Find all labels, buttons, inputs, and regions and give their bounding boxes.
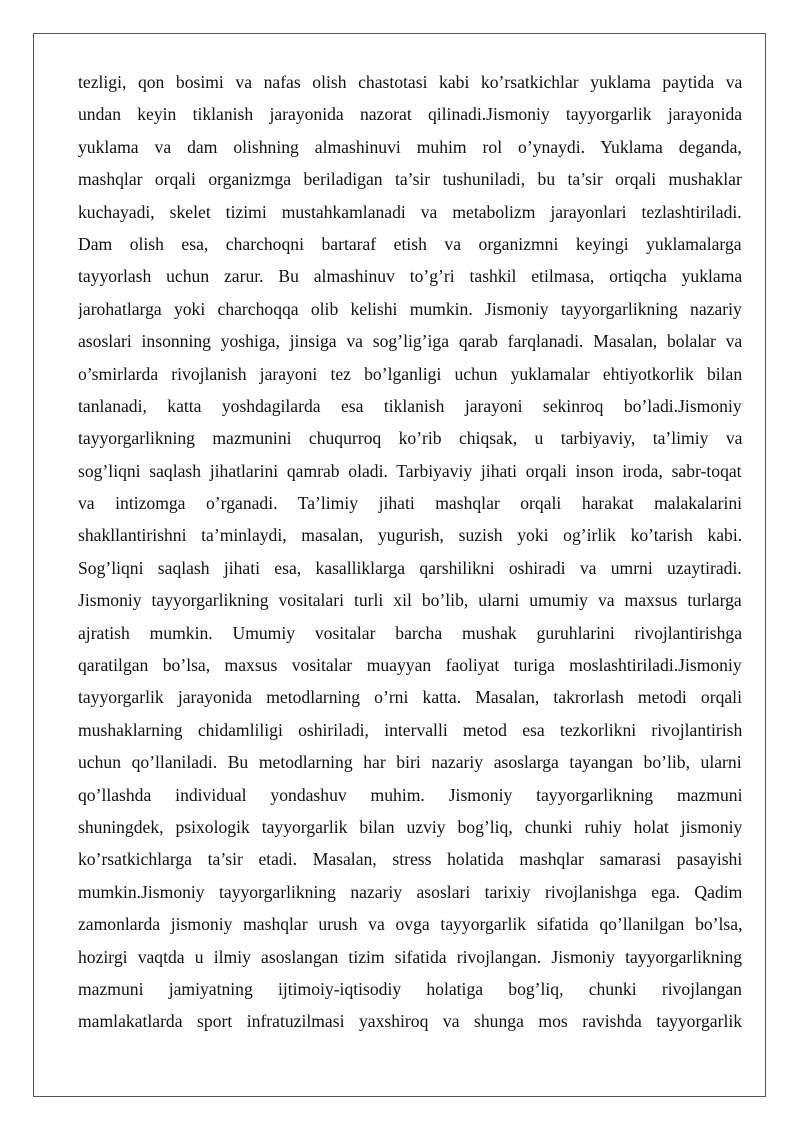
text-line: mazmuni jamiyatning ijtimoiy-iqtisodiy holatiga bog’liq, chunki rivojlangan <box>78 978 742 999</box>
text-line: hozirgi vaqtda u ilmiy asoslangan tizim sifatida rivojlangan. Jismoniy tayyorgarlikning <box>78 946 742 967</box>
text-line: shuningdek, psixologik tayyorgarlik bilan uzviy bog’liq, chunki ruhiy holat jismoniy <box>78 816 742 837</box>
text-line: ko’rsatkichlarga ta’sir etadi. Masalan, stress holatida mashqlar samarasi pasayishi <box>78 849 742 870</box>
text-line: mumkin.Jismoniy tayyorgarlikning nazariy asoslari tarixiy rivojlanishga ega. Qadim <box>78 881 742 902</box>
text-line: Jismoniy tayyorgarlikning vositalari turli xil bo’lib, ularni umumiy va maxsus turlarga <box>78 590 742 611</box>
text-line: mashqlar orqali organizmga beriladigan ta’sir tushuniladi, bu ta’sir orqali mushaklar <box>78 169 742 190</box>
text-line: mushaklarning chidamliligi oshiriladi, intervalli metod esa tezkorlikni rivojlantirish <box>78 719 742 740</box>
text-line: undan keyin tiklanish jarayonida nazorat qilinadi.Jismoniy tayyorgarlik jarayonida <box>78 104 742 125</box>
text-line: shakllantirishni ta’minlaydi, masalan, yugurish, suzish yoki og’irlik ko’tarish kabi. <box>78 525 742 546</box>
text-line: sog’liqni saqlash jihatlarini qamrab oladi. Tarbiyaviy jihati orqali inson iroda, sabr-toqat <box>78 460 742 481</box>
text-line: tezligi, qon bosimi va nafas olish chastotasi kabi ko’rsatkichlar yuklama paytida va <box>78 72 742 92</box>
text-line: ajratish mumkin. Umumiy vositalar barcha mushak guruhlarini rivojlantirishga <box>78 622 742 643</box>
text-line: Dam olish esa, charchoqni bartaraf etish va organizmni keyingi yuklamalarga <box>78 233 742 254</box>
body-text <box>78 66 742 1038</box>
text-line: kuchayadi, skelet tizimi mustahkamlanadi va metabolizm jarayonlari tezlashtiriladi. <box>78 201 742 222</box>
text-line: tayyorgarlikning mazmunini chuqurroq ko’rib chiqsak, u tarbiyaviy, ta’limiy va <box>78 428 742 449</box>
text-line: tayyorlash uchun zarur. Bu almashinuv to’g’ri tashkil etilmasa, ortiqcha yuklama <box>78 266 742 287</box>
text-line: Sog’liqni saqlash jihati esa, kasalliklarga qarshilikni oshiradi va umrni uzaytiradi. <box>78 557 742 578</box>
text-line: asoslari insonning yoshiga, jinsiga va sog’lig’iga qarab farqlanadi. Masalan, bolalar va <box>78 331 742 352</box>
text-line: va intizomga o’rganadi. Ta’limiy jihati mashqlar orqali harakat malakalarini <box>78 493 742 514</box>
text-line: qo’llashda individual yondashuv muhim. Jismoniy tayyorgarlikning mazmuni <box>78 784 742 805</box>
text-line: uchun qo’llaniladi. Bu metodlarning har biri nazariy asoslarga tayangan bo’lib, ularni <box>78 752 742 773</box>
text-line: yuklama va dam olishning almashinuvi muhim rol o’ynaydi. Yuklama deganda, <box>78 136 742 157</box>
text-line: mamlakatlarda sport infratuzilmasi yaxshiroq va shunga mos ravishda tayyorgarlik <box>78 1011 742 1032</box>
text-line: jarohatlarga yoki charchoqqa olib kelishi mumkin. Jismoniy tayyorgarlikning nazariy <box>78 298 742 319</box>
text-line: zamonlarda jismoniy mashqlar urush va ovga tayyorgarlik sifatida qo’llanilgan bo’lsa, <box>78 914 742 935</box>
text-line: o’smirlarda rivojlanish jarayoni tez bo’lganligi uchun yuklamalar ehtiyotkorlik bilan <box>78 363 742 384</box>
text-line: tanlanadi, katta yoshdagilarda esa tiklanish jarayoni sekinroq bo’ladi.Jismoniy <box>78 395 742 416</box>
text-line: tayyorgarlik jarayonida metodlarning o’rni katta. Masalan, takrorlash metodi orqali <box>78 687 742 708</box>
text-line: qaratilgan bo’lsa, maxsus vositalar muayyan faoliyat turiga moslashtiriladi.Jismoniy <box>78 655 742 676</box>
